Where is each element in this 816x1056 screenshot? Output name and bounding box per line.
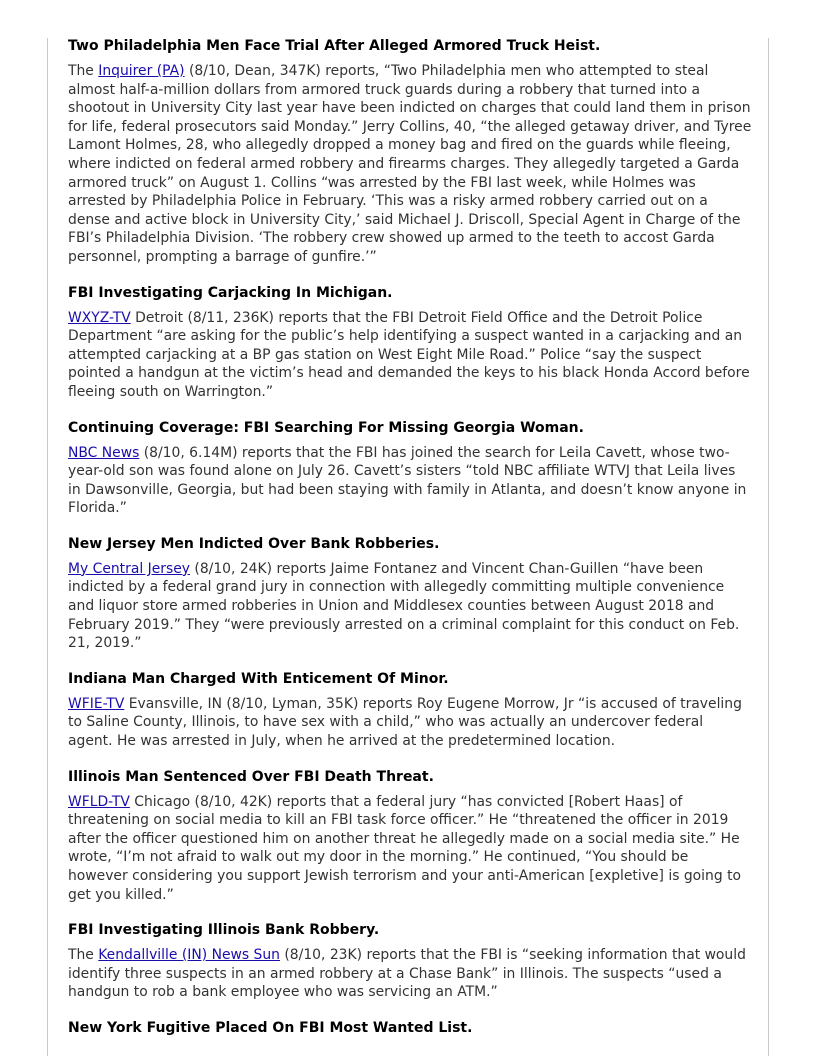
source-link-kendallville-news-sun[interactable]: Kendallville (IN) News Sun bbox=[98, 947, 280, 964]
article-illinois-bank-robbery bbox=[68, 921, 752, 1002]
article-body: WXYZ-TV Detroit (8/11, 236K) reports that the FBI Detroit Field Office and the Detroit Police Department “are asking for the public’s help identifying a suspect wanted in a carjacking and an attempted carjacking at a BP gas station on West Eight Mile Road.” Police “say the suspect pointed a handgun at the victim’s head and demanded the keys to his black Honda Accord before fleeing south on Warrington.” bbox=[68, 309, 750, 400]
article-headline: Two Philadelphia Men Face Trial After Alleged Armored Truck Heist. bbox=[68, 38, 601, 54]
article-illinois-death-threat bbox=[68, 768, 752, 905]
article-headline: Continuing Coverage: FBI Searching For Missing Georgia Woman. bbox=[68, 419, 584, 436]
page-border-right bbox=[768, 38, 769, 1056]
article-michigan-carjacking bbox=[68, 284, 752, 402]
source-link-wxyz[interactable]: WXYZ-TV bbox=[68, 309, 131, 326]
news-briefing-content bbox=[68, 37, 752, 1054]
article-body: The Kendallville (IN) News Sun (8/10, 23K) reports that the FBI is “seeking information that would identify three suspects in an armed robbery at a Chase Bank” in Illinois. The suspects “used a handgun to rob a bank employee who was servicing an ATM.” bbox=[68, 947, 746, 1001]
article-headline: Illinois Man Sentenced Over FBI Death Threat. bbox=[68, 768, 434, 785]
page-border-left bbox=[47, 38, 48, 1056]
article-headline: Indiana Man Charged With Enticement Of Minor. bbox=[68, 670, 449, 687]
article-headline: New York Fugitive Placed On FBI Most Wanted List. bbox=[68, 1019, 473, 1036]
source-link-wfld[interactable]: WFLD-TV bbox=[68, 793, 130, 810]
article-body: NBC News (8/10, 6.14M) reports that the FBI has joined the search for Leila Cavett, whose two-year-old son was found alone on July 26. Cavett’s sisters “told NBC affiliate WTVJ that Leila lives in Dawsonville, Georgia, but had been staying with family in Atlanta, and doesn’t know anyone in Florida.” bbox=[68, 444, 747, 517]
source-link-nbc-news[interactable]: NBC News bbox=[68, 444, 140, 461]
article-headline: FBI Investigating Illinois Bank Robbery. bbox=[68, 922, 380, 939]
source-link-my-central-jersey[interactable]: My Central Jersey bbox=[68, 560, 190, 577]
article-body: The Inquirer (PA) (8/10, Dean, 347K) reports, “Two Philadelphia men who attempted to steal almost half-a-million dollars from armored truck guards during a robbery that turned into a shootout in University City last year have been indicted on charges that could land them in prison for life, federal prosecutors said Monday.” Jerry Collins, 40, “the alleged getaway driver, and Tyree Lamont Holmes, 28, who allegedly dropped a money bag and fired on the guards while fleeing, where indicted on federal armed robbery and firearms charges. They allegedly targeted a Garda armored truck” on August 1. Collins “was arrested by the FBI last week, while Holmes was arrested by Philadelphia Police in February. ‘This was a risky armed robbery carried out on a dense and active block in University City,’ said Michael J. Driscoll, Special Agent in Charge of the FBI’s Philadelphia Division. ‘The robbery crew showed up armed to the teeth to accost Garda personnel, prompting a barrage of gunfire.’” bbox=[68, 63, 752, 265]
article-body: WFLD-TV Chicago (8/10, 42K) reports that a federal jury “has convicted [Robert Haas] of threatening on social media to kill an FBI task force officer.” He “threatened the officer in 2019 after the officer questioned him on another threat he allegedly made on a social media site.” He wrote, “I’m not afraid to walk out my door in the morning.” He continued, “You should be however considering you support Jewish terrorism and your anti-American [expletive] is going to get you killed.” bbox=[68, 793, 742, 903]
source-link-wfie[interactable]: WFIE-TV bbox=[68, 695, 125, 712]
article-body: WFIE-TV Evansville, IN (8/10, Lyman, 35K) reports Roy Eugene Morrow, Jr “is accused of traveling to Saline County, Illinois, to have sex with a child,” who was actually an undercover federal agent. He was arrested in July, when he arrived at the predetermined location. bbox=[68, 695, 742, 750]
article-ny-fugitive bbox=[68, 1019, 752, 1037]
article-body: My Central Jersey (8/10, 24K) reports Jaime Fontanez and Vincent Chan-Guillen “have been indicted by a federal grand jury in connection with allegedly committing multiple convenience and liquor store armed robberies in Union and Middlesex counties between August 2018 and February 2019.” They “were previously arrested on a criminal complaint for this conduct on Feb. 21, 2019.” bbox=[68, 560, 740, 652]
source-link-inquirer[interactable]: Inquirer (PA) bbox=[98, 63, 185, 79]
article-indiana-enticement bbox=[68, 670, 752, 751]
article-headline: New Jersey Men Indicted Over Bank Robberies. bbox=[68, 535, 440, 552]
article-headline: FBI Investigating Carjacking In Michigan. bbox=[68, 284, 393, 301]
article-missing-georgia-woman bbox=[68, 419, 752, 518]
article-nj-bank-robberies bbox=[68, 535, 752, 653]
article-armored-truck-heist bbox=[68, 37, 752, 267]
